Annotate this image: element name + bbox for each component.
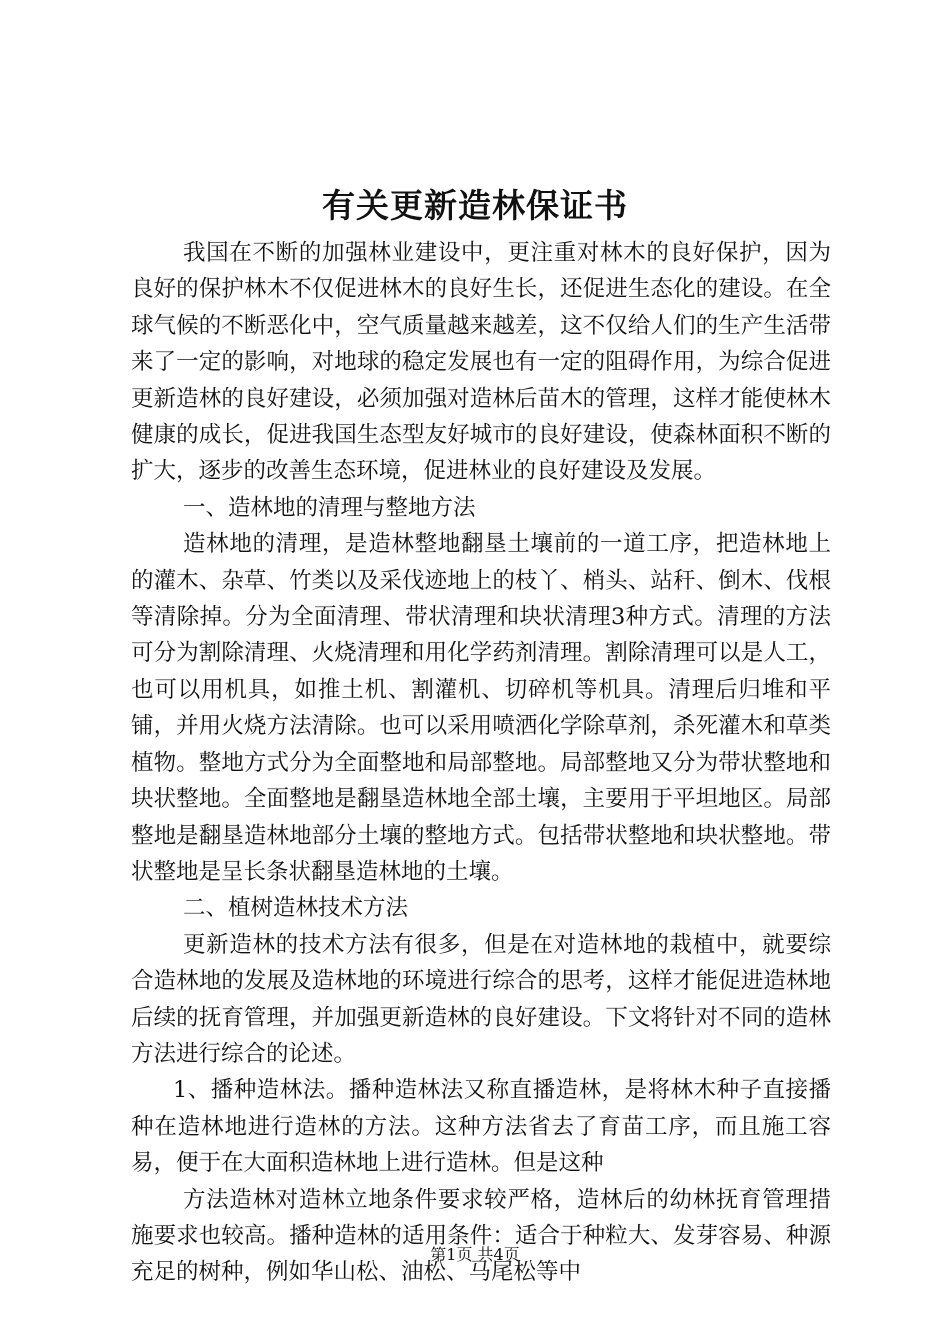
section-heading-1: 一、造林地的清理与整地方法	[183, 494, 476, 521]
method-paragraph-1-continued: 方法造林对造林立地条件要求较严格，造林后的幼林抚育管理措施要求也较高。播种造林的适用条件：适合于种粒大、发芽容易、种源充足的树种，例如华山松、油松、马尾松等中	[131, 1186, 831, 1286]
method-paragraph-1: 1、播种造林法。播种造林法又称直播造林，是将林木种子直接播种在造林地进行造林的方法。这种方法省去了育苗工序，而且施工容易，便于在大面积造林地上进行造林。但是这种	[131, 1077, 831, 1177]
section-heading-2: 二、植树造林技术方法	[183, 895, 409, 922]
intro-paragraph: 我国在不断的加强林业建设中，更注重对林木的良好保护，因为良好的保护林木不仅促进林木的良好生长，还促进生态化的建设。在全球气候的不断恶化中，空气质量越来越差，这不仅给人们的生产生活带来了一定的影响，对地球的稳定发展也有一定的阻碍作用，为综合促进更新造林的良好建设，必须加强对造林后苗木的管理，这样才能使林木健康的成长，促进我国生态型友好城市的良好建设，使森林面积不断的扩大，逐步的改善生态环境，促进林业的良好建设及发展。	[131, 240, 831, 485]
section-paragraph-2: 更新造林的技术方法有很多，但是在对造林地的栽植中，就要综合造林地的发展及造林地的环境进行综合的思考，这样才能促进造林地后续的抚育管理，并加强更新造林的良好建设。下文将针对不同的造林方法进行综合的论述。	[131, 931, 831, 1067]
document-title: 有关更新造林保证书	[322, 186, 628, 225]
section-paragraph-1: 造林地的清理，是造林整地翻垦土壤前的一道工序，把造林地上的灌木、杂草、竹类以及采伐迹地上的枝丫、梢头、站秆、倒木、伐根等清除掉。分为全面清理、带状清理和块状清理3种方式。清理的方法可分为割除清理、火烧清理和用化学药剂清理。割除清理可以是人工，也可以用机具，如推土机、割灌机、切碎机等机具。清理后归堆和平铺，并用火烧方法清除。也可以采用喷洒化学除草剂，杀死灌木和草类植物。整地方式分为全面整地和局部整地。局部整地又分为带状整地和块状整地。全面整地是翻垦造林地全部土壤，主要用于平坦地区。局部整地是翻垦造林地部分土壤的整地方式。包括带状整地和块状整地。带状整地是呈长条状翻垦造林地的土壤。	[131, 531, 831, 885]
document-body	[131, 235, 831, 1291]
page-number-footer: 第1页 共4页	[430, 1245, 520, 1264]
